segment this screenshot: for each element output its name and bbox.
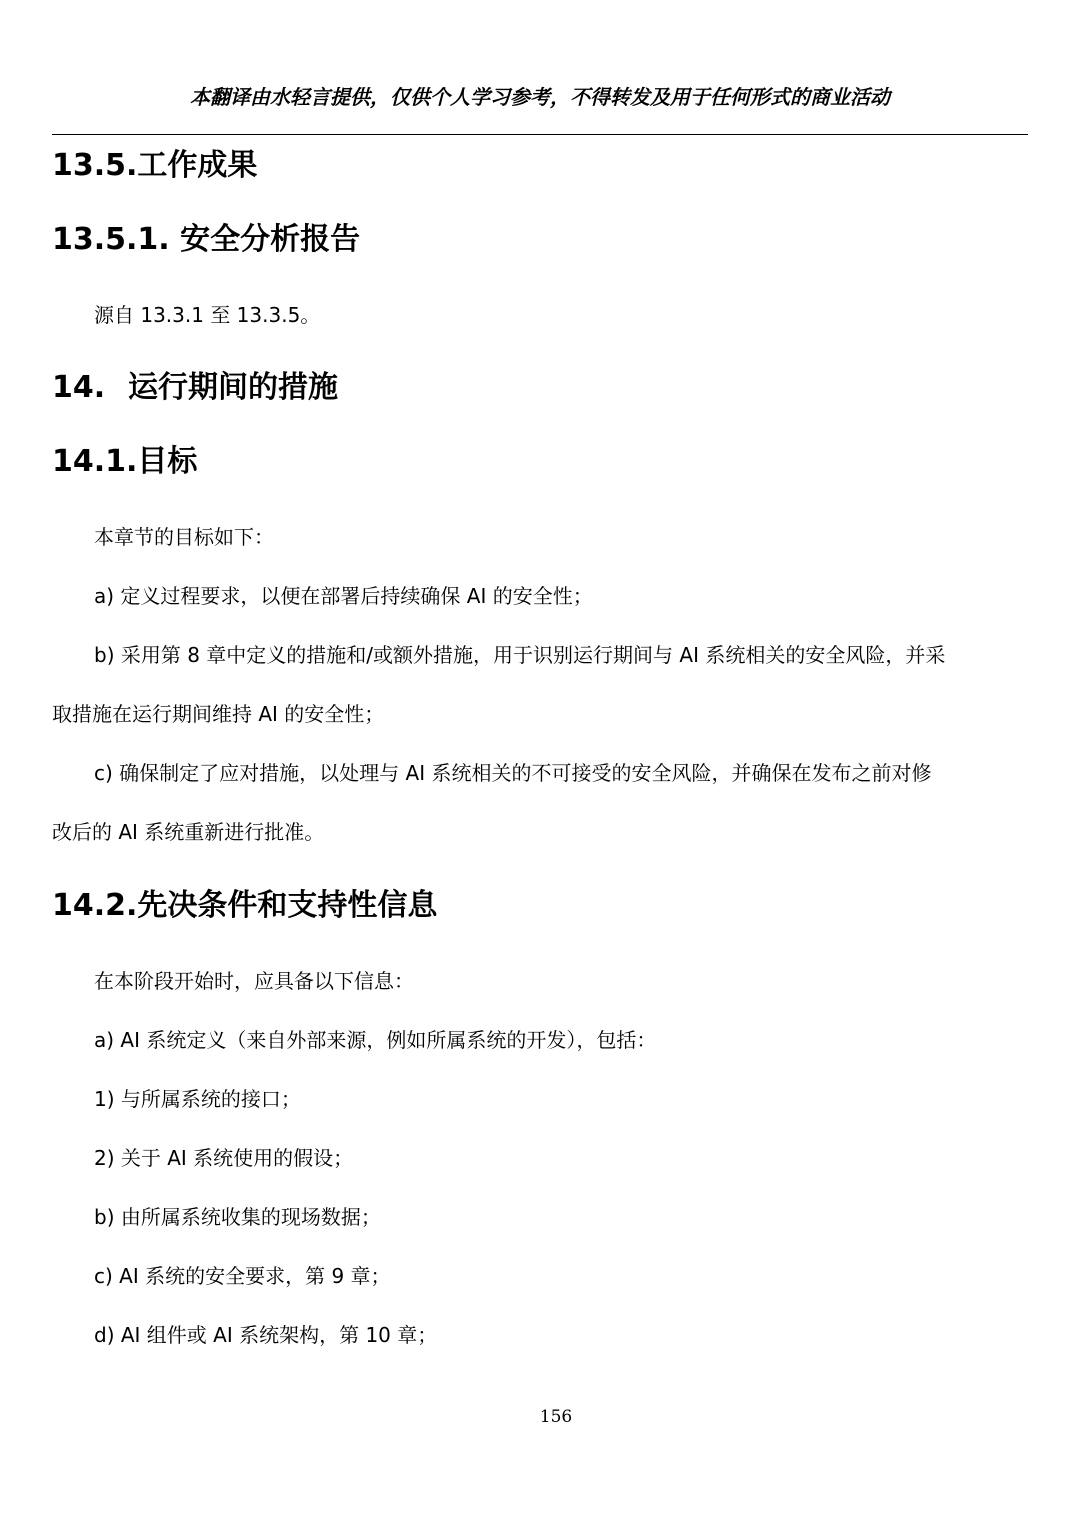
paragraph-13-5-1-source: 源自 13.3.1 至 13.3.5。 — [94, 303, 321, 327]
list-item-14-1-b-line1: b) 采用第 8 章中定义的措施和/或额外措施，用于识别运行期间与 AI 系统相关的安全风险，并采 — [94, 643, 946, 667]
paragraph-14-2-intro: 在本阶段开始时，应具备以下信息： — [94, 969, 414, 993]
heading-14-2-title: 先决条件和支持性信息 — [137, 888, 438, 923]
header-divider — [52, 134, 1028, 135]
page-number: 156 — [539, 1407, 573, 1427]
heading-13-5 — [52, 146, 257, 186]
heading-13-5-number: 13.5. — [52, 148, 138, 183]
list-item-14-1-a: a) 定义过程要求，以便在部署后持续确保 AI 的安全性； — [94, 584, 593, 608]
heading-14-1-number: 14.1. — [52, 444, 138, 479]
heading-14-2 — [52, 886, 437, 926]
heading-13-5-title: 工作成果 — [137, 148, 258, 183]
heading-14-number: 14. — [52, 370, 106, 405]
heading-14-1-title: 目标 — [137, 444, 198, 479]
heading-14 — [52, 368, 338, 408]
heading-14-2-number: 14.2. — [52, 888, 138, 923]
heading-14-1 — [52, 442, 197, 482]
paragraph-14-1-intro: 本章节的目标如下： — [94, 525, 274, 549]
heading-14-title: 运行期间的措施 — [128, 370, 338, 405]
list-item-14-1-c-line2: 改后的 AI 系统重新进行批准。 — [52, 820, 325, 844]
list-item-14-1-c-line1: c) 确保制定了应对措施，以处理与 AI 系统相关的不可接受的安全风险，并确保在发布之前对修 — [94, 761, 932, 785]
list-item-14-1-b-line2: 取措施在运行期间维持 AI 的安全性； — [52, 702, 385, 726]
list-item-14-2-a: a) AI 系统定义（来自外部来源，例如所属系统的开发），包括： — [94, 1028, 657, 1052]
heading-13-5-1 — [52, 220, 360, 260]
list-item-14-2-b: b) 由所属系统收集的现场数据； — [94, 1205, 381, 1229]
list-item-14-2-2: 2) 关于 AI 系统使用的假设； — [94, 1146, 354, 1170]
heading-13-5-1-title: 安全分析报告 — [180, 222, 361, 257]
list-item-14-2-d: d) AI 组件或 AI 系统架构，第 10 章； — [94, 1323, 438, 1347]
page-header-note: 本翻译由水轻言提供，仅供个人学习参考，不得转发及用于任何形式的商业活动 — [190, 85, 890, 109]
list-item-14-2-c: c) AI 系统的安全要求，第 9 章； — [94, 1264, 391, 1288]
list-item-14-2-1: 1) 与所属系统的接口； — [94, 1087, 301, 1111]
heading-13-5-1-number: 13.5.1. — [52, 222, 170, 257]
